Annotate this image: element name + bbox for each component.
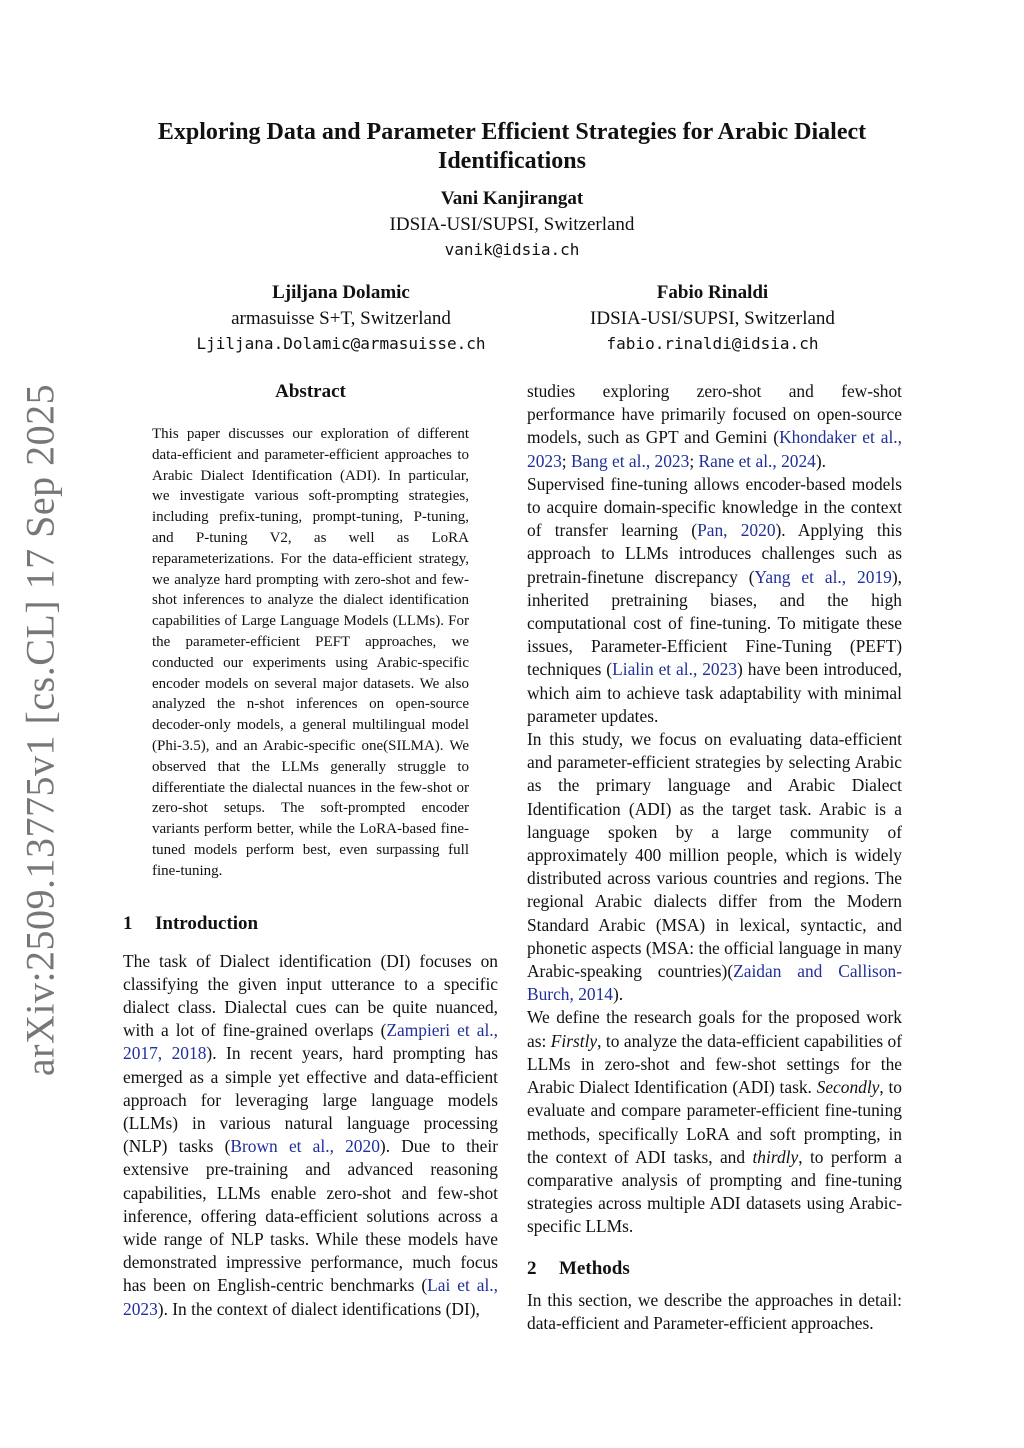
text-run: , to evaluate and compare parameter-efficient fine-tuning methods, specifically LoRA and soft prompting, in the context of ADI tasks, and: [527, 1077, 902, 1167]
author-email[interactable]: Ljiljana.Dolamic@armasuisse.ch: [196, 334, 486, 353]
emphasis: Firstly: [550, 1030, 598, 1051]
abstract-heading: Abstract: [275, 381, 346, 402]
author-name: Fabio Rinaldi: [656, 282, 769, 303]
text-run: ). In recent years, hard prompting has emerged as a simple yet effective and data-efficient approach for leveraging large language models (LLMs) in various natural language processing (NLP) tasks (: [123, 1043, 498, 1157]
section-title: Introduction: [155, 912, 259, 934]
left-column: [123, 380, 498, 1321]
author-email[interactable]: fabio.rinaldi@idsia.ch: [606, 334, 819, 353]
citation-link[interactable]: Lialin et al., 2023: [612, 659, 738, 680]
text-run: ).: [815, 450, 826, 471]
citation-link[interactable]: Zampieri et al., 2017, 2018: [123, 1020, 498, 1064]
paper-title: Exploring Data and Parameter Efficient Strategies for Arabic Dialect Identifications: [157, 119, 867, 174]
intro-paragraph: [123, 950, 498, 1321]
citation-link[interactable]: Lai et al., 2023: [123, 1275, 498, 1319]
section-number: 1: [123, 912, 133, 934]
citation-link[interactable]: Bang et al., 2023: [570, 450, 690, 471]
author-affiliation: IDSIA-USI/SUPSI, Switzerland: [389, 214, 635, 235]
body-paragraph: [527, 728, 902, 1006]
text-run: ), inherited pretraining biases, and the high computational cost of fine-tuning. To mitigate these issues, Parameter-Efficient Fine-Tuning (PEFT) techniques (: [527, 566, 902, 680]
emphasis: thirdly: [752, 1146, 799, 1167]
methods-paragraph: In this section, we describe the approaches in detail: data-efficient and Parameter-efficient approaches.: [527, 1289, 902, 1333]
section-heading-introduction: [123, 912, 498, 936]
text-run: We define the research goals for the proposed work as:: [527, 1007, 902, 1051]
author-block-3: [540, 280, 885, 357]
body-paragraph: [527, 1006, 902, 1238]
text-run: ;: [561, 450, 571, 471]
emphasis: Secondly: [816, 1077, 880, 1098]
section-number: 2: [527, 1257, 537, 1279]
text-run: ;: [689, 450, 699, 471]
text-run: Supervised fine-tuning allows encoder-based models to acquire domain-specific knowledge in the context of transfer learning (: [527, 473, 902, 541]
section-title: Methods: [559, 1257, 630, 1279]
text-run: ). In the context of dialect identifications (DI),: [157, 1298, 480, 1319]
citation-link[interactable]: Rane et al., 2024: [698, 450, 816, 471]
citation-link[interactable]: Khondaker et al., 2023: [527, 427, 902, 471]
citation-link[interactable]: Yang et al., 2019: [754, 566, 892, 587]
text-run: studies exploring zero-shot and few-shot performance have primarily focused on open-source models, such as GPT and Gemini (: [527, 381, 902, 448]
author-affiliation: armasuisse S+T, Switzerland: [231, 308, 451, 329]
text-run: The task of Dialect identification (DI) focuses on classifying the given input utterance to a specific dialect class. Dialectal cues can be quite nuanced, with a lot of fine-grained overlaps (: [123, 950, 498, 1041]
body-paragraph: [527, 380, 902, 473]
text-run: ) have been introduced, which aim to achieve task adaptability with minimal parameter updates.: [527, 659, 902, 726]
text-run: ).: [612, 984, 624, 1005]
citation-link[interactable]: Pan, 2020: [697, 520, 776, 541]
author-name: Ljiljana Dolamic: [272, 282, 410, 303]
author-affiliation: IDSIA-USI/SUPSI, Switzerland: [590, 308, 835, 329]
text-run: ). Applying this approach to LLMs introduces challenges such as pretrain-finetune discrepancy (: [527, 520, 902, 587]
section-heading-methods: [527, 1257, 902, 1281]
author-block-1: [312, 186, 712, 263]
citation-link[interactable]: Brown et al., 2020: [230, 1136, 380, 1157]
author-block-2: [150, 280, 532, 357]
author-email[interactable]: vanik@idsia.ch: [444, 240, 580, 259]
abstract-text: This paper discusses our exploration of different data-efficient and parameter-efficient approaches to Arabic Dialect Identification (ADI). In particular, we investigate various soft-prompting strategies, including prefix-tuning, prompt-tuning, P-tuning, and P-tuning V2, as well as LoRA reparameterizations. For the data-efficient strategy, we analyze hard prompting with zero-shot and few-shot inferences to analyze the dialect identification capabilities of Large Language Models (LLMs). For the parameter-efficient PEFT approaches, we conducted our experiments using Arabic-specific encoder models on several major datasets. We also analyzed the n-shot inferences on open-source decoder-only models, a general multilingual model (Phi-3.5), and an Arabic-specific one(SILMA). We observed that the LLMs generally struggle to differentiate the dialectal nuances in the few-shot or zero-shot setups. The soft-prompted encoder variants perform better, while the LoRA-based fine-tuned models perform best, even surpassing full fine-tuning.: [152, 426, 469, 879]
body-paragraph: [527, 473, 902, 728]
text-run: ). Due to their extensive pre-training and advanced reasoning capabilities, LLMs enable zero-shot and few-shot inference, offering data-efficient solutions across a wide range of NLP tasks. While these models have demonstrated impressive performance, much focus has been on English-centric benchmarks (: [123, 1136, 498, 1296]
author-name: Vani Kanjirangat: [440, 188, 584, 209]
arxiv-identifier[interactable]: arXiv:2509.13775v1 [cs.CL] 17 Sep 2025: [17, 383, 63, 1077]
citation-link[interactable]: Zaidan and Callison-Burch, 2014: [527, 961, 902, 1005]
text-run: In this study, we focus on evaluating data-efficient and parameter-efficient strategies by selecting Arabic as the primary language and Arabic Dialect Identification (ADI) as the target task. Arabic is a language spoken by a large community of approximately 400 million people, which is widely distributed across various countries and regions. The regional Arabic dialects differ from the Modern Standard Arabic (MSA) in lexical, syntactic, and phonetic aspects (MSA: the official language in many Arabic-speaking countries)(: [527, 729, 902, 982]
arxiv-sidebar: [10, 383, 70, 1077]
text-run: , to analyze the data-efficient capabilities of LLMs in zero-shot and few-shot settings for the Arabic Dialect Identification (ADI) task.: [527, 1030, 903, 1098]
right-column: [527, 380, 902, 1335]
text-run: , to perform a comparative analysis of prompting and fine-tuning strategies across multiple ADI datasets using Arabic-specific LLMs.: [527, 1146, 902, 1237]
